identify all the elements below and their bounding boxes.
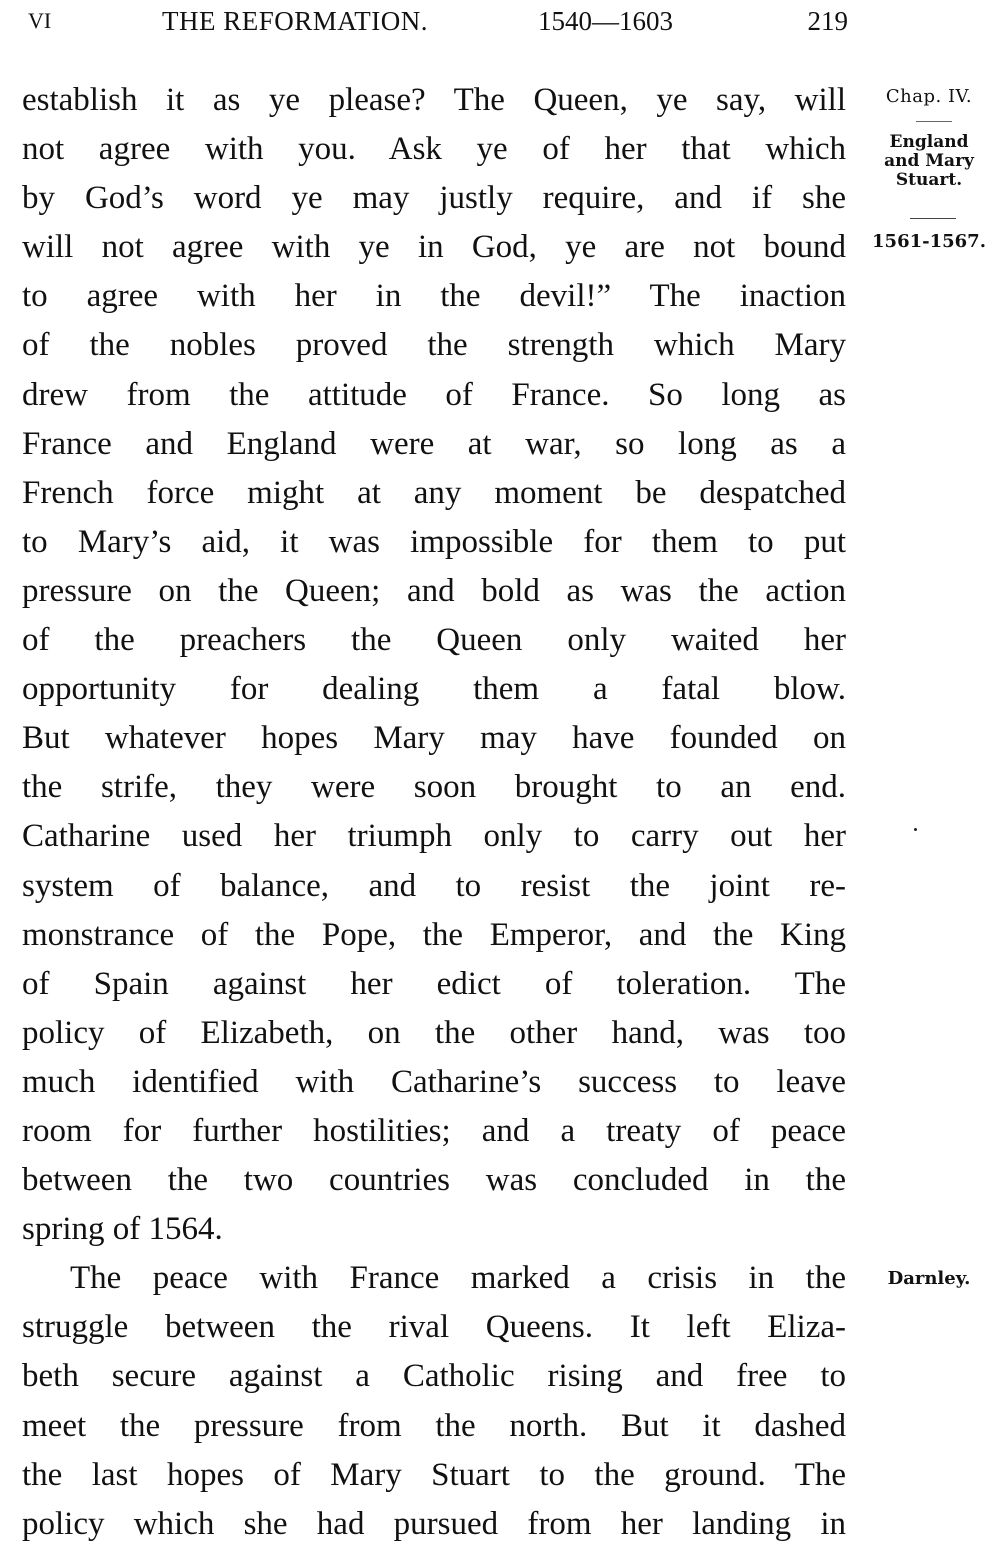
ink-speck — [914, 828, 917, 831]
running-title: THE REFORMATION. — [162, 6, 429, 36]
text-line: Catharine used her triumph only to carry out her — [22, 818, 846, 855]
topic-note — [858, 133, 1000, 190]
text-line: monstrance of the Pope, the Emperor, and the King — [22, 916, 846, 953]
text-line-paragraph-end: spring of 1564. — [22, 1211, 223, 1248]
text-line: drew from the attitude of France. So long as — [22, 376, 846, 413]
page-number: 219 — [807, 6, 848, 36]
text-line: to agree with her in the devil!” The inaction — [22, 278, 846, 315]
text-line: policy which she had pursued from her landing in — [22, 1505, 846, 1542]
text-line: not agree with you. Ask ye of her that which — [22, 131, 846, 168]
topic-note-line: England — [889, 132, 969, 152]
text-line: French force might at any moment be despatched — [22, 474, 846, 511]
text-line: system of balance, and to resist the joint re- — [22, 867, 846, 904]
text-line: the last hopes of Mary Stuart to the ground. The — [22, 1456, 846, 1493]
margin-rule — [916, 121, 952, 122]
text-line: establish it as ye please? The Queen, ye say, will — [22, 82, 846, 118]
text-line: of the preachers the Queen only waited her — [22, 622, 846, 659]
text-line: to Mary’s aid, it was impossible for them to put — [22, 523, 846, 560]
text-line: the strife, they were soon brought to an end. — [22, 769, 846, 806]
years-note: 1561-1567. — [872, 231, 986, 252]
text-line: struggle between the rival Queens. It left Eliza- — [22, 1309, 846, 1346]
text-line: between the two countries was concluded in the — [22, 1162, 846, 1199]
running-head — [22, 4, 848, 38]
darnley-note: Darnley. — [887, 1268, 971, 1289]
chapter-note: Chap. IV. — [885, 86, 973, 107]
text-line: will not agree with ye in God, ye are not bound — [22, 229, 846, 266]
text-line: France and England were at war, so long as a — [22, 425, 846, 462]
text-line: But whatever hopes Mary may have founded on — [22, 720, 846, 757]
text-line: by God’s word ye may justly require, and if she — [22, 180, 846, 217]
body-text — [22, 76, 846, 1549]
text-line: of Spain against her edict of toleration. The — [22, 965, 846, 1002]
text-line: meet the pressure from the north. But it dashed — [22, 1407, 846, 1444]
text-line-paragraph-start: The peace with France marked a crisis in the — [70, 1260, 846, 1297]
topic-note-line: and Mary — [884, 151, 974, 171]
text-line: much identified with Catharine’s success to leave — [22, 1063, 846, 1100]
margin-rule — [910, 218, 956, 219]
text-line: policy of Elizabeth, on the other hand, was too — [22, 1014, 846, 1051]
text-line: room for further hostilities; and a treaty of peace — [22, 1112, 846, 1149]
text-line: pressure on the Queen; and bold as was the action — [22, 572, 846, 609]
text-line: beth secure against a Catholic rising and free to — [22, 1358, 846, 1395]
text-line: of the nobles proved the strength which Mary — [22, 327, 846, 364]
running-dates: 1540—1603 — [538, 6, 673, 36]
volume-number: VI — [28, 8, 52, 33]
topic-note-line: Stuart. — [895, 170, 963, 190]
text-line: opportunity for dealing them a fatal blow. — [22, 671, 846, 708]
